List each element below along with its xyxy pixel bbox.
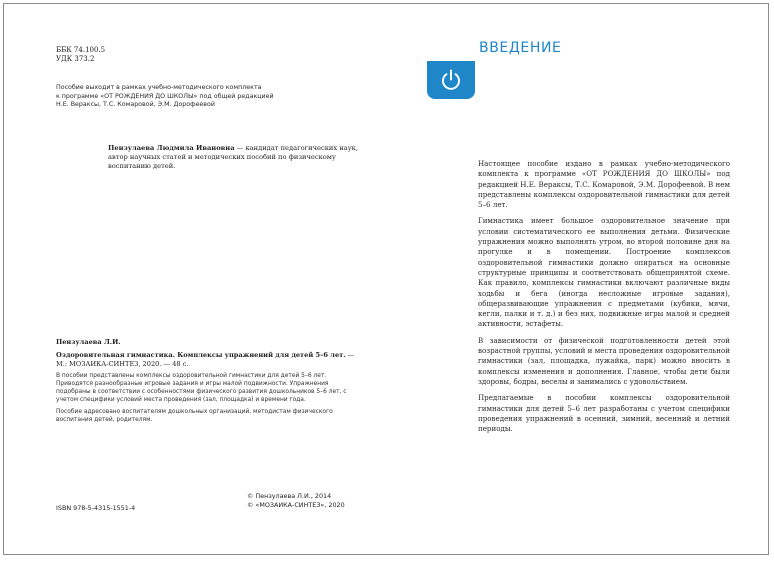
right-page — [387, 4, 770, 554]
biblio-title: Оздоровительная гимнастика. Комплексы упражнений для детей 5–6 лет. — [56, 350, 346, 359]
isbn: ISBN 978-5-4315-1551-4 — [56, 504, 136, 512]
section-badge — [427, 61, 475, 99]
copyright-line: © «МОЗАИКА-СИНТЕЗ», 2020 — [247, 501, 345, 509]
bibliographic-record — [56, 338, 356, 429]
body-paragraph: В зависимости от физической подготовленности детей этой возрастной группы, условий и места проведения оздоровительной гимнастики (зал, площадка, лужайка, парк) можно вносить в комплексы изменения и дополнения. Главное, чтобы дети были здоровы, бодры, веселы и занимались с удовольствием. — [478, 335, 730, 386]
body-paragraph: Настоящее пособие издано в рамках учебно-методического комплекта к программе «ОТ РОЖДЕНИЯ ДО ШКОЛЫ» под редакцией Н.Е. Вераксы, Т.С. Комаровой, Э.М. Дорофеевой. В нем представлены комплексы оздоровительной гимнастики для детей 5–6 лет. — [478, 159, 730, 210]
biblio-author: Пензулаева Л.И. — [56, 338, 121, 346]
series-line: Н.Е. Вераксы, Т.С. Комаровой, Э.М. Дорофеевой — [56, 101, 215, 109]
series-line: к программе «ОТ РОЖДЕНИЯ ДО ШКОЛЫ» под общей редакцией — [56, 92, 274, 100]
body-paragraph: Предлагаемые в пособии комплексы оздоровительной гимнастики для детей 5–6 лет разработаны с учетом специфики проведения упражнений в осенний, зимний, весенний и летний периоды. — [478, 393, 730, 434]
body-paragraph: Гимнастика имеет большое оздоровительное значение при условии систематического ее выполнения детьми. Физические упражнения можно выполнять утром, во второй половине дня на прогулке и в помещении. Построение комплексов оздоровительной гимнастики должно опираться на основные структурные принципы и соответствовать общепринятой схеме. Как правило, комплексы гимнастики включают различные виды ходьбы и бега (иногда несложные игровые задания), общеразвивающие упражнения с предметами (кубики, мячи, кегли, палки и т. д.) и без них, подвижные игры малой и средней активности, эстафеты. — [478, 216, 730, 329]
annotation-paragraph: Пособие адресовано воспитателям дошкольных организаций, методистам физического воспитания детей, родителям. — [56, 409, 333, 423]
copyright-line: © Пензулаева Л.И., 2014 — [247, 492, 332, 500]
introduction-text — [478, 159, 730, 440]
series-note — [56, 84, 336, 110]
author-name: Пензулаева Людмила Ивановна — [108, 144, 235, 152]
biblio-title-line — [56, 351, 356, 369]
power-icon — [439, 68, 463, 92]
copyright — [247, 492, 345, 510]
annotation — [56, 373, 356, 424]
udk-code: УДК 373.2 — [56, 55, 95, 63]
left-page — [4, 4, 387, 554]
author-description: — кандидат педагогических наук, автор научных статей и методических пособий по физическому воспитанию детей. — [108, 144, 358, 170]
series-line: Пособие выходит в рамках учебно-методического комплекта — [56, 84, 262, 91]
book-spread — [3, 3, 769, 555]
bbk-code: ББК 74.100.5 — [56, 46, 106, 54]
classification-codes — [56, 46, 105, 64]
author-bio — [108, 144, 378, 171]
annotation-paragraph: В пособии представлены комплексы оздоровительной гимнастики для детей 5–6 лет. Приводятся разнообразные игровые задания и игры малой подвижности. Упражнения подобраны в соответствии с особенностями физического развития дошкольников 5–6 лет, с учетом специфики условий места проведения (зал, площадка) и времени года. — [56, 373, 347, 404]
biblio-publisher: — М.: МОЗАИКА-СИНТЕЗ, 2020. — 48 с. — [56, 350, 355, 368]
page-title: ВВЕДЕНИЕ — [479, 40, 562, 56]
